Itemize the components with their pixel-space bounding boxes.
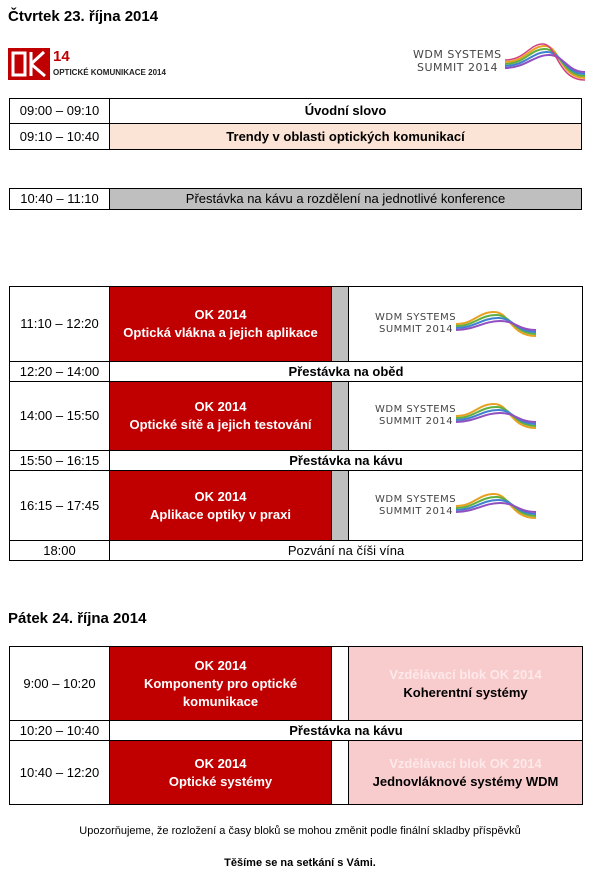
time-cell: 10:40 – 11:10 [10, 189, 110, 210]
wdm-wave-icon [456, 309, 536, 339]
table-row [10, 124, 582, 150]
time-cell: 09:10 – 10:40 [10, 124, 110, 150]
edu-session-title: Vzdělávací blok OK 2014 [389, 755, 542, 771]
spacer-cell [332, 741, 349, 805]
spacer-cell [332, 471, 349, 541]
wdm-logo-line1: WDM SYSTEMS [413, 48, 502, 61]
table-row [10, 741, 583, 805]
ok-logo-mark-icon [8, 48, 50, 80]
schedule-day2 [9, 646, 583, 805]
wdm-wave-icon [456, 401, 536, 431]
ok-session-title: OK 2014 [194, 307, 247, 322]
ok-session-title: OK 2014 [194, 399, 247, 414]
time-cell: 10:40 – 12:20 [10, 741, 110, 805]
break-cell: Přestávka na oběd [110, 362, 583, 382]
table-row [10, 189, 582, 210]
wdm-line2: SUMMIT 2014 [379, 416, 454, 427]
time-cell: 16:15 – 17:45 [10, 471, 110, 541]
ok-session-subtitle: Komponenty pro optické komunikace [143, 675, 298, 709]
wdm-logo-line2: SUMMIT 2014 [417, 61, 498, 74]
ok-logo-subtitle: OPTICKÉ KOMUNIKACE 2014 [53, 68, 166, 77]
day1-title: Čtvrtek 23. října 2014 [8, 8, 159, 25]
table-row [10, 647, 583, 721]
table-row [10, 471, 583, 541]
session-cell: Přestávka na kávu a rozdělení na jednotlivé konference [110, 189, 582, 210]
time-cell: 12:20 – 14:00 [10, 362, 110, 382]
edu-session-cell [349, 741, 583, 805]
ok-session-cell [110, 741, 332, 805]
time-cell: 14:00 – 15:50 [10, 382, 110, 451]
spacer-cell [332, 287, 349, 362]
ok-session-title: OK 2014 [194, 488, 247, 504]
break-cell: Přestávka na kávu [110, 721, 583, 741]
ok-logo [8, 48, 178, 82]
ok-session-subtitle: Optické sítě a jejich testování [129, 417, 312, 432]
break-cell: Přestávka na kávu [110, 451, 583, 471]
table-row [10, 382, 583, 451]
ok-logo-number: 14 [53, 48, 70, 65]
wdm-line1: WDM SYSTEMS [375, 312, 457, 323]
ok-session-cell [110, 647, 332, 721]
ok-session-title: OK 2014 [194, 657, 247, 673]
wdm-session-cell [349, 471, 583, 541]
schedule-afternoon [9, 286, 583, 561]
table-row [10, 451, 583, 471]
wdm-wave-icon [456, 491, 536, 521]
session-cell: Trendy v oblasti optických komunikací [110, 124, 582, 150]
spacer-cell [332, 382, 349, 451]
ok-session-subtitle: Optické systémy [168, 773, 273, 789]
spacer-cell [332, 647, 349, 721]
table-row [10, 362, 583, 382]
wdm-line2: SUMMIT 2014 [379, 505, 454, 517]
wdm-session-cell [349, 287, 583, 362]
table-row [10, 721, 583, 741]
time-cell: 9:00 – 10:20 [10, 647, 110, 721]
event-cell: Pozvání na číši vína [110, 541, 583, 561]
edu-session-cell [349, 647, 583, 721]
wdm-line1: WDM SYSTEMS [375, 404, 457, 415]
edu-session-subtitle: Koherentní systémy [403, 684, 528, 700]
ok-session-subtitle: Aplikace optiky v praxi [150, 506, 291, 522]
edu-session-subtitle: Jednovláknové systémy WDM [372, 773, 559, 789]
table-row [10, 541, 583, 561]
table-row [10, 287, 583, 362]
time-cell: 09:00 – 09:10 [10, 99, 110, 124]
ok-session-cell [110, 471, 332, 541]
edu-session-title: Vzdělávací blok OK 2014 [389, 666, 542, 682]
ok-session-title: OK 2014 [194, 755, 247, 771]
time-cell: 15:50 – 16:15 [10, 451, 110, 471]
footer-closing: Těšíme se na setkání s Vámi. [224, 857, 376, 869]
ok-session-cell [110, 382, 332, 451]
ok-session-subtitle: Optická vlákna a jejich aplikace [123, 325, 318, 340]
wdm-line1: WDM SYSTEMS [375, 493, 457, 505]
ok-session-cell [110, 287, 332, 362]
schedule-opening [9, 98, 582, 150]
wdm-logo [405, 42, 590, 82]
time-cell: 18:00 [10, 541, 110, 561]
wdm-wave-icon [505, 42, 585, 82]
footer-note: Upozorňujeme, že rozložení a časy bloků se mohou změnit podle finální skladby příspěvků [79, 825, 521, 837]
schedule-break [9, 188, 582, 210]
time-cell: 10:20 – 10:40 [10, 721, 110, 741]
day2-title: Pátek 24. října 2014 [8, 610, 147, 627]
session-cell: Úvodní slovo [110, 99, 582, 124]
table-row [10, 99, 582, 124]
wdm-session-cell [349, 382, 583, 451]
time-cell: 11:10 – 12:20 [10, 287, 110, 362]
wdm-line2: SUMMIT 2014 [379, 324, 454, 335]
